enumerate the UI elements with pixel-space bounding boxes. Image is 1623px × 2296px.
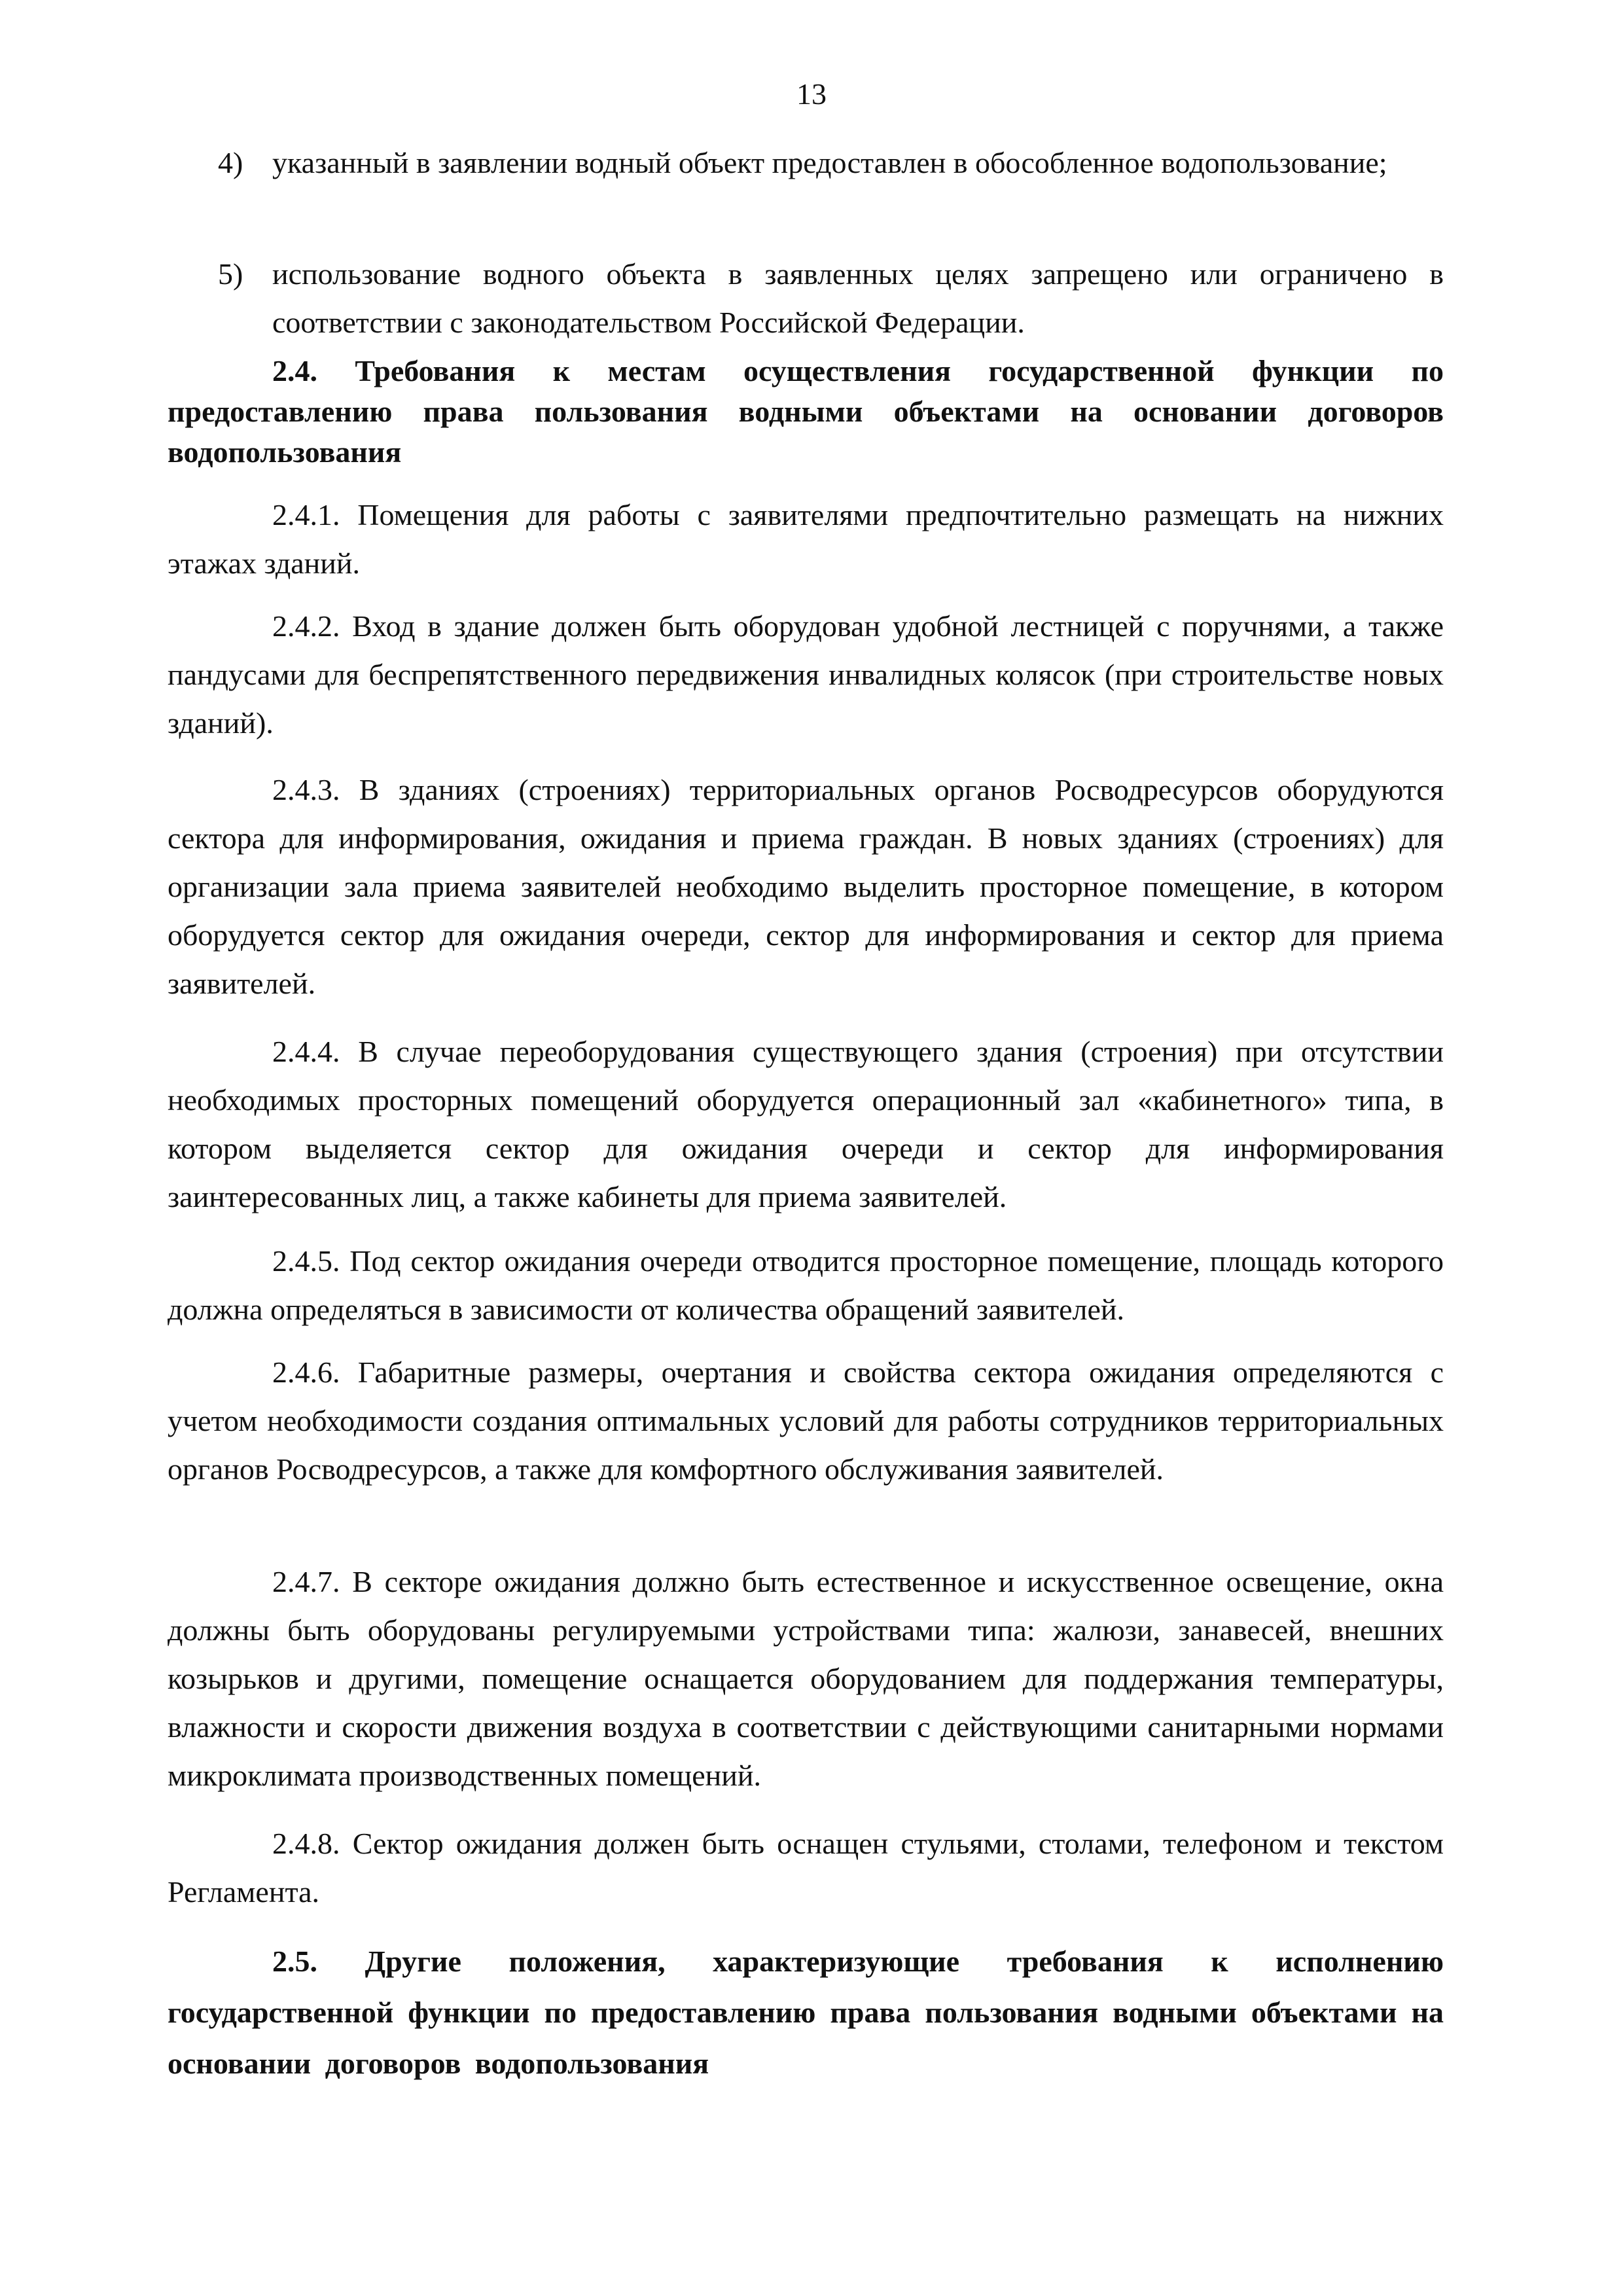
paragraph-2-4-1: 2.4.1. Помещения для работы с заявителями предпочтительно размещать на нижних этажах зданий.: [168, 498, 1444, 580]
list-item-text: указанный в заявлении водный объект предоставлен в обособленное водопользование;: [272, 146, 1387, 179]
paragraph-2-4-7: 2.4.7. В секторе ожидания должно быть естественное и искусственное освещение, окна должны быть оборудованы регулируемыми устройствами типа: жалюзи, занавесей, внешних козырьков и другими, помещение оснащается оборудованием для поддержания температуры, влажности и скорости движения воздуха в соответствии с действующими санитарными нормами микроклимата производственных помещений.: [168, 1565, 1444, 1792]
list-marker: 5): [218, 257, 243, 291]
page-number: 13: [796, 77, 827, 111]
paragraph-2-4-3: 2.4.3. В зданиях (строениях) территориальных органов Росводресурсов оборудуются сектора для информирования, ожидания и приема граждан. В новых зданиях (строениях) для организации зала приема заявителей необходимо выделить просторное помещение, в котором оборудуется сектор для ожидания очереди, сектор для информирования и сектор для приема заявителей.: [168, 773, 1444, 1000]
list-item-5: [218, 250, 1444, 347]
section-heading-2-5: 2.5. Другие положения, характеризующие требования к исполнению государственной функции по предоставлению права пользования водными объектами на основании договоров водопользования: [168, 1945, 1444, 2080]
paragraph-2-4-4: 2.4.4. В случае переоборудования существующего здания (строения) при отсутствии необходимых просторных помещений оборудуется операционный зал «кабинетного» типа, в котором выделяется сектор для ожидания очереди и сектор для информирования заинтересованных лиц, а также кабинеты для приема заявителей.: [168, 1035, 1444, 1213]
list-item-text: использование водного объекта в заявленных целях запрещено или ограничено в соответствии с законодательством Российской Федерации.: [272, 257, 1444, 339]
list-item-4: [218, 139, 1444, 187]
paragraph-2-4-2: 2.4.2. Вход в здание должен быть оборудован удобной лестницей с поручнями, а также пандусами для беспрепятственного передвижения инвалидных колясок (при строительстве новых зданий).: [168, 609, 1444, 740]
section-heading-2-4: 2.4. Требования к местам осуществления государственной функции по предоставлению права пользования водными объектами на основании договоров водопользования: [168, 354, 1444, 469]
list-marker: 4): [218, 146, 243, 179]
paragraph-2-4-5: 2.4.5. Под сектор ожидания очереди отводится просторное помещение, площадь которого должна определяться в зависимости от количества обращений заявителей.: [168, 1244, 1444, 1326]
paragraph-2-4-8: 2.4.8. Сектор ожидания должен быть оснащен стульями, столами, телефоном и текстом Регламента.: [168, 1827, 1444, 1909]
paragraph-2-4-6: 2.4.6. Габаритные размеры, очертания и свойства сектора ожидания определяются с учетом необходимости создания оптимальных условий для работы сотрудников территориальных органов Росводресурсов, а также для комфортного обслуживания заявителей.: [168, 1355, 1444, 1486]
